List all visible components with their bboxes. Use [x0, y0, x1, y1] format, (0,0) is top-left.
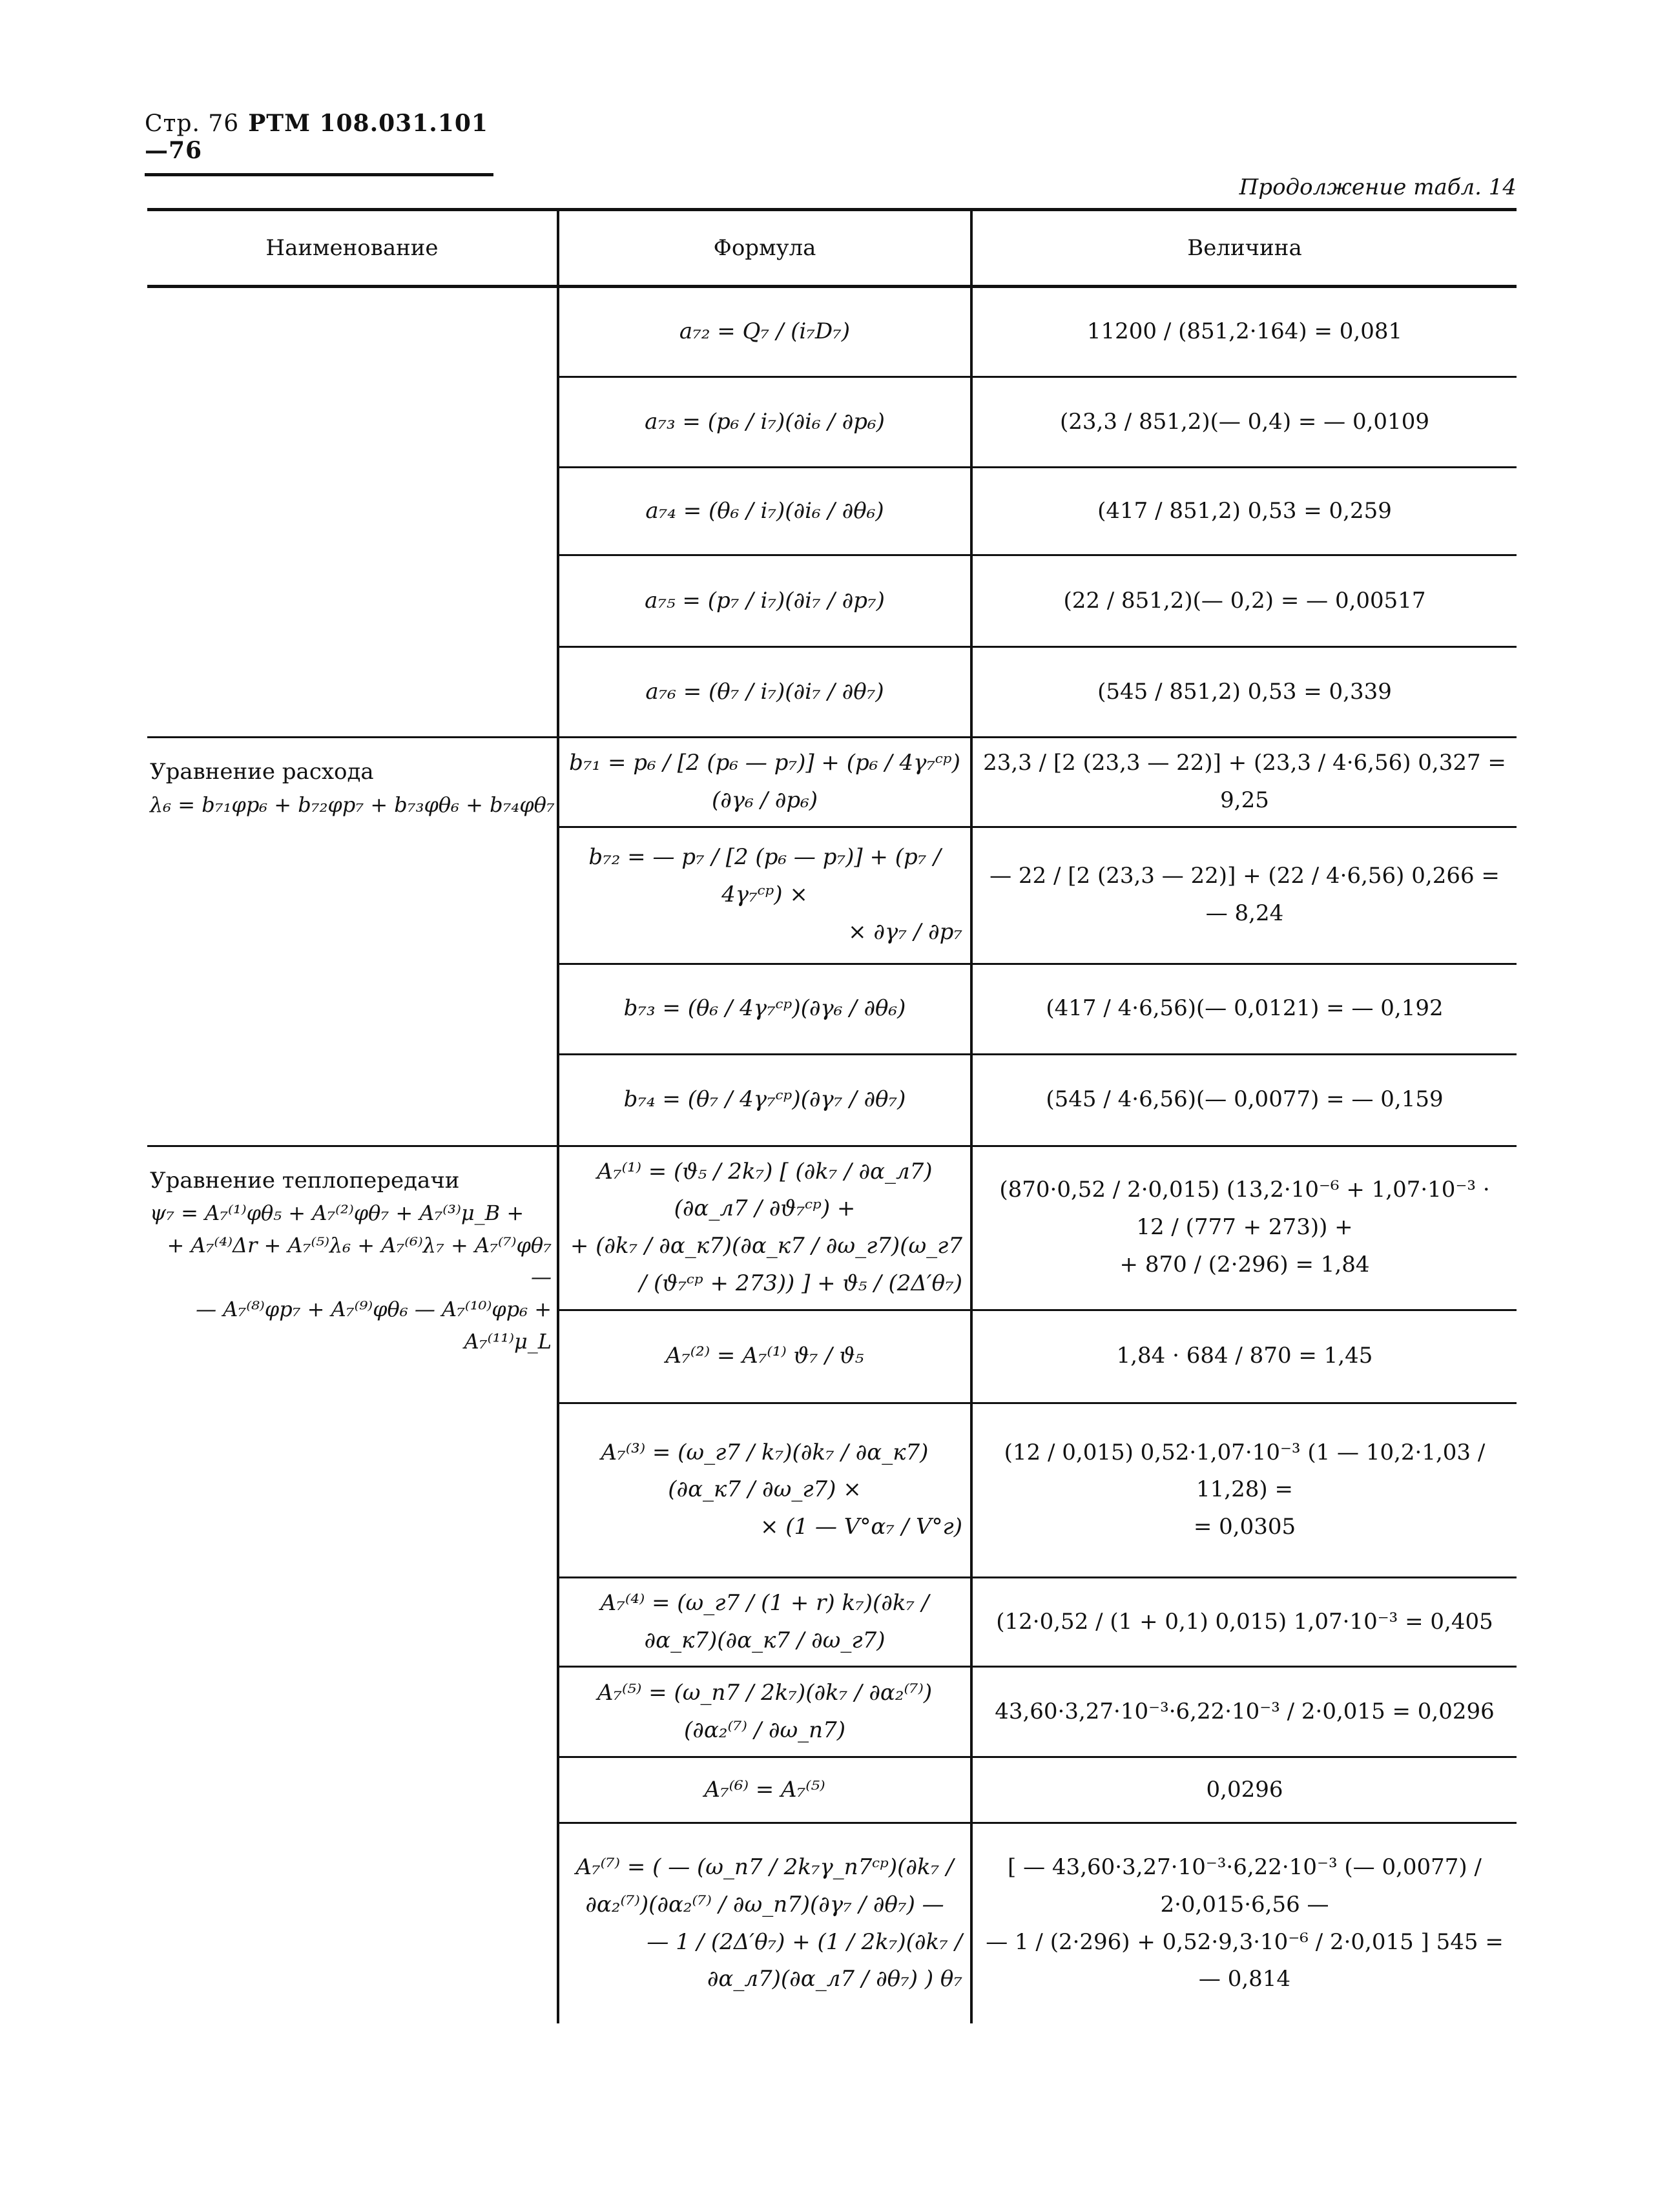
value-cell: [971, 964, 1517, 1054]
formula-cell: [558, 1146, 971, 1310]
formula-cell: [558, 827, 971, 964]
formula-text: a₇₄ = (θ₆ / i₇)(∂i₆ / ∂θ₆): [645, 497, 884, 524]
value-cell: [971, 1054, 1517, 1146]
name-cell: [147, 1146, 558, 2023]
table-body: [147, 287, 1517, 2023]
formula-text: b₇₄ = (θ₇ / 4γ₇ᶜᵖ)(∂γ₇ / ∂θ₇): [623, 1086, 906, 1113]
formula-cell: [558, 1577, 971, 1667]
formula-cell: [558, 1403, 971, 1577]
value-text: (870·0,52 / 2·0,015) (13,2·10⁻⁶ + 1,07·10⁻³ · 12 / (777 + 273)) +: [999, 1177, 1490, 1241]
formula-cell: [558, 1757, 971, 1823]
formula-text: b₇₂ = — p₇ / [2 (p₆ — p₇)] + (p₇ / 4γ₇ᶜᵖ) ×: [588, 844, 941, 908]
value-cell: [971, 1310, 1517, 1403]
formula-text: A₇⁽¹⁾ = (ϑ₅ / 2k₇) [ (∂k₇ / ∂α_л7)(∂α_л7 / ∂ϑ₇ᶜᵖ) +: [597, 1158, 933, 1222]
value-text: 0,0296: [1206, 1776, 1283, 1803]
name-cell: [147, 738, 558, 1146]
formula-cell: [558, 1310, 971, 1403]
group-name: Уравнение расхода: [150, 759, 374, 785]
value-cell: [971, 1403, 1517, 1577]
value-text: 43,60·3,27·10⁻³·6,22·10⁻³ / 2·0,015 = 0,0296: [995, 1698, 1495, 1724]
value-cell: [971, 1667, 1517, 1757]
formula-text: A₇⁽⁶⁾ = A₇⁽⁵⁾: [704, 1776, 825, 1803]
formula-cell: [558, 377, 971, 468]
value-text: + 870 / (2·296) = 1,84: [1119, 1252, 1370, 1278]
value-text: (545 / 851,2) 0,53 = 0,339: [1097, 678, 1392, 705]
value-cell: [971, 738, 1517, 827]
group-equation: ψ₇ = A₇⁽¹⁾φθ₅ + A₇⁽²⁾φθ₇ + A₇⁽³⁾μ_B +: [150, 1201, 524, 1226]
formula-cell: [558, 468, 971, 555]
group-name: Уравнение теплопередачи: [150, 1167, 460, 1194]
value-cell: [971, 555, 1517, 647]
formula-cell: [558, 1823, 971, 2023]
value-cell: [971, 377, 1517, 468]
value-cell: [971, 1757, 1517, 1823]
value-text: (22 / 851,2)(— 0,2) = — 0,00517: [1063, 587, 1426, 614]
value-cell: [971, 287, 1517, 377]
formula-text: A₇⁽²⁾ = A₇⁽¹⁾ ϑ₇ / ϑ₅: [665, 1343, 864, 1369]
value-text: (12·0,52 / (1 + 0,1) 0,015) 1,07·10⁻³ = 0,405: [996, 1608, 1493, 1635]
value-text: = 0,0305: [1193, 1514, 1296, 1540]
value-text: — 22 / [2 (23,3 — 22)] + (22 / 4·6,56) 0,266 = — 8,24: [989, 863, 1500, 927]
value-cell: [971, 1823, 1517, 2023]
formula-text: a₇₂ = Q₇ / (i₇D₇): [679, 318, 851, 345]
value-text: 23,3 / [2 (23,3 — 22)] + (23,3 / 4·6,56) 0,327 = 9,25: [983, 750, 1506, 813]
value-text: (12 / 0,015) 0,52·1,07·10⁻³ (1 — 10,2·1,03 / 11,28) =: [1004, 1439, 1486, 1503]
formula-text: a₇₅ = (p₇ / i₇)(∂i₇ / ∂p₇): [645, 587, 885, 614]
formula-text: A₇⁽⁴⁾ = (ω_г7 / (1 + r) k₇)(∂k₇ / ∂α_к7)(∂α_к7 / ∂ω_г7): [600, 1589, 929, 1653]
group-equation: + A₇⁽⁴⁾Δr + A₇⁽⁵⁾λ₆ + A₇⁽⁶⁾λ₇ + A₇⁽⁷⁾φθ₇ —: [167, 1232, 552, 1290]
value-cell: [971, 1146, 1517, 1310]
formula-text: × ∂γ₇ / ∂p₇: [848, 918, 962, 945]
formula-text: a₇₃ = (p₆ / i₇)(∂i₆ / ∂p₆): [645, 408, 885, 435]
value-text: 11200 / (851,2·164) = 0,081: [1086, 318, 1403, 345]
formula-text: A₇⁽⁷⁾ = ( — (ω_п7 / 2k₇γ_п7ᶜᵖ)(∂k₇ / ∂α₂⁽⁷⁾)(∂α₂⁽⁷⁾ / ∂ω_п7)(∂γ₇ / ∂θ₇) —: [575, 1854, 954, 1917]
formula-cell: [558, 1667, 971, 1757]
formula-text: + (∂k₇ / ∂α_к7)(∂α_к7 / ∂ω_г7)(ω_г7 / (ϑ₇ᶜᵖ + 273)) ] + ϑ₅ / (2Δ′θ₇): [570, 1233, 962, 1296]
formula-text: × (1 — V°α₇ / V°г): [760, 1514, 962, 1540]
document-code: РТМ 108.031.101—76: [145, 110, 488, 164]
value-cell: [971, 1577, 1517, 1667]
value-cell: [971, 468, 1517, 555]
value-cell: [971, 647, 1517, 738]
value-text: (545 / 4·6,56)(— 0,0077) = — 0,159: [1046, 1086, 1444, 1113]
formula-cell: [558, 647, 971, 738]
formula-text: b₇₃ = (θ₆ / 4γ₇ᶜᵖ)(∂γ₆ / ∂θ₆): [623, 995, 906, 1022]
table-header-row: [147, 210, 1517, 287]
value-text: (417 / 4·6,56)(— 0,0121) = — 0,192: [1046, 995, 1444, 1022]
table-row: [147, 287, 1517, 377]
table-row: [147, 1146, 1517, 1310]
name-cell: [147, 287, 558, 738]
group-equation: λ₆ = b₇₁φp₆ + b₇₂φp₇ + b₇₃φθ₆ + b₇₄φθ₇: [150, 792, 555, 817]
table-row: [147, 738, 1517, 827]
column-header-value: Величина: [971, 210, 1517, 287]
column-header-name: Наименование: [147, 210, 558, 287]
formula-text: A₇⁽⁵⁾ = (ω_п7 / 2k₇)(∂k₇ / ∂α₂⁽⁷⁾)(∂α₂⁽⁷⁾ / ∂ω_п7): [597, 1680, 933, 1743]
table-continuation-caption: Продолжение табл. 14: [1239, 174, 1517, 200]
formula-text: A₇⁽³⁾ = (ω_г7 / k₇)(∂k₇ / ∂α_к7)(∂α_к7 / ∂ω_г7) ×: [601, 1439, 929, 1503]
formula-cell: [558, 555, 971, 647]
value-text: (23,3 / 851,2)(— 0,4) = — 0,0109: [1060, 408, 1429, 435]
formula-text: b₇₁ = p₆ / [2 (p₆ — p₇)] + (p₆ / 4γ₇ᶜᵖ)(∂γ₆ / ∂p₆): [569, 750, 960, 813]
value-text: 1,84 · 684 / 870 = 1,45: [1116, 1343, 1373, 1369]
running-header: [145, 110, 493, 176]
value-text: [ — 43,60·3,27·10⁻³·6,22·10⁻³ (— 0,0077) / 2·0,015·6,56 —: [1008, 1854, 1482, 1917]
value-text: — 1 / (2·296) + 0,52·9,3·10⁻⁶ / 2·0,015 ] 545 = — 0,814: [986, 1928, 1504, 1992]
formula-cell: [558, 964, 971, 1054]
formula-cell: [558, 1054, 971, 1146]
value-cell: [971, 827, 1517, 964]
group-equation: — A₇⁽⁸⁾φp₇ + A₇⁽⁹⁾φθ₆ — A₇⁽¹⁰⁾φp₆ + A₇⁽¹¹⁾μ_L: [196, 1297, 552, 1354]
formula-cell: [558, 287, 971, 377]
formula-text: — 1 / (2Δ′θ₇) + (1 / 2k₇)(∂k₇ / ∂α_л7)(∂α_л7 / ∂θ₇) ) θ₇: [647, 1928, 962, 1992]
column-header-formula: Формула: [558, 210, 971, 287]
formula-cell: [558, 738, 971, 827]
page-number: Стр. 76: [145, 110, 240, 137]
value-text: (417 / 851,2) 0,53 = 0,259: [1097, 497, 1392, 524]
formula-table: [147, 208, 1517, 2023]
formula-text: a₇₆ = (θ₇ / i₇)(∂i₇ / ∂θ₇): [645, 678, 884, 705]
